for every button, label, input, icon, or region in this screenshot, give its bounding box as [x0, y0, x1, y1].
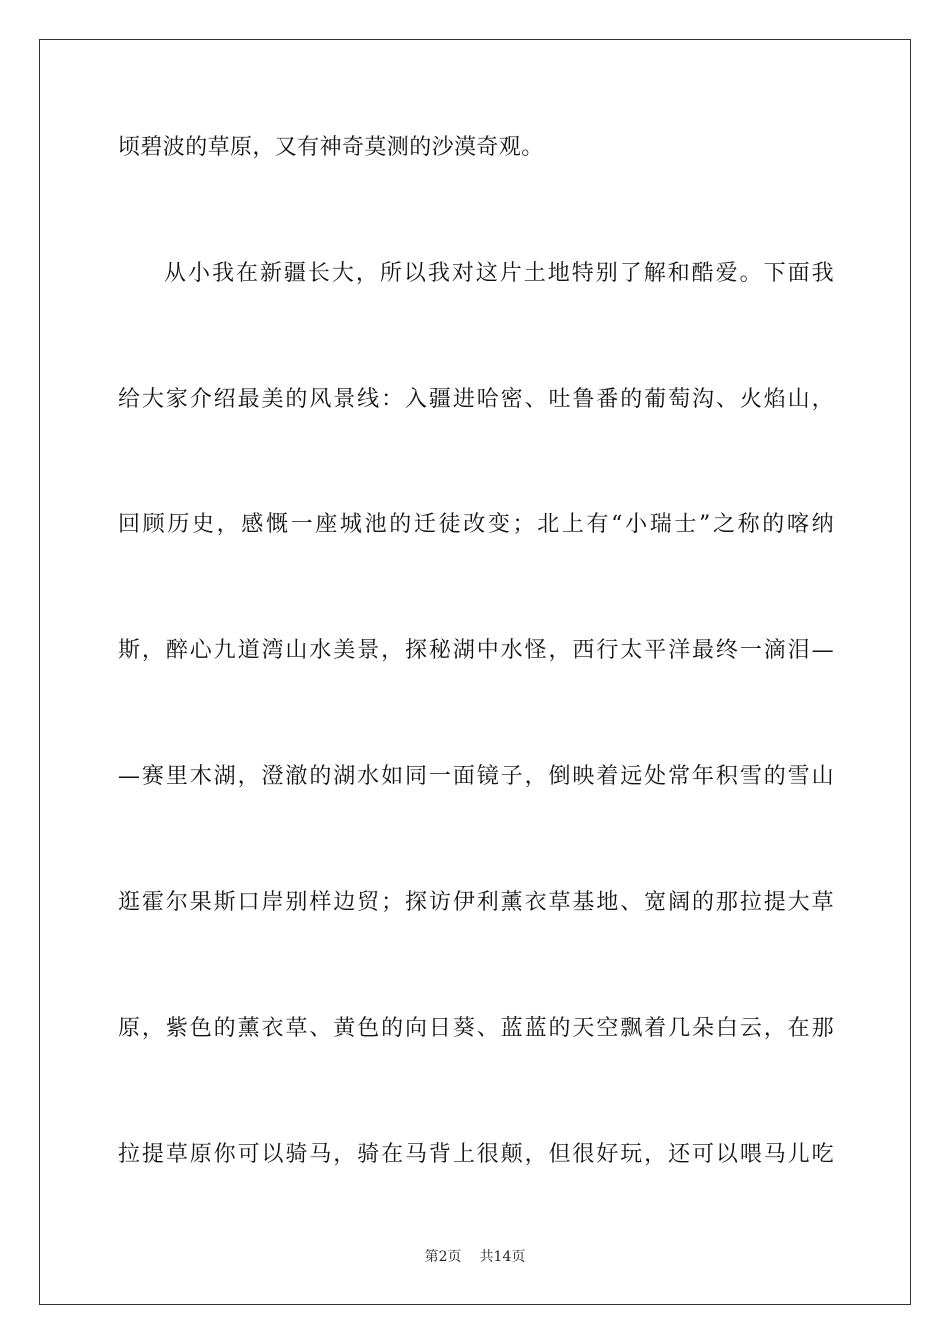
text-line-7: 逛霍尔果斯口岸别样边贸；探访伊利薰衣草基地、宽阔的那拉提大草: [118, 890, 834, 915]
text-line-2: 从小我在新疆长大，所以我对这片土地特别了解和酷爱。下面我: [164, 261, 834, 286]
text-line-9: 拉提草原你可以骑马，骑在马背上很颠，但很好玩，还可以喂马儿吃: [118, 1142, 834, 1167]
page-frame: [39, 39, 911, 1305]
text-line-5: 斯，醉心九道湾山水美景，探秘湖中水怪，西行太平洋最终一滴泪—: [118, 638, 834, 663]
page-total: 共14页: [479, 1249, 526, 1265]
page-number: 第2页: [424, 1249, 462, 1265]
text-line-3: 给大家介绍最美的风景线：入疆进哈密、吐鲁番的葡萄沟、火焰山，: [118, 387, 834, 412]
text-line-1: 顷碧波的草原，又有神奇莫测的沙漠奇观。: [118, 135, 544, 160]
text-line-6: —赛里木湖，澄澈的湖水如同一面镜子，倒映着远处常年积雪的雪山: [118, 764, 834, 789]
text-line-8: 原，紫色的薰衣草、黄色的向日葵、蓝蓝的天空飘着几朵白云，在那: [118, 1016, 834, 1041]
text-line-4: 回顾历史，感慨一座城池的迁徒改变；北上有“小瑞士”之称的喀纳: [118, 512, 834, 537]
page-footer: [0, 1247, 950, 1267]
